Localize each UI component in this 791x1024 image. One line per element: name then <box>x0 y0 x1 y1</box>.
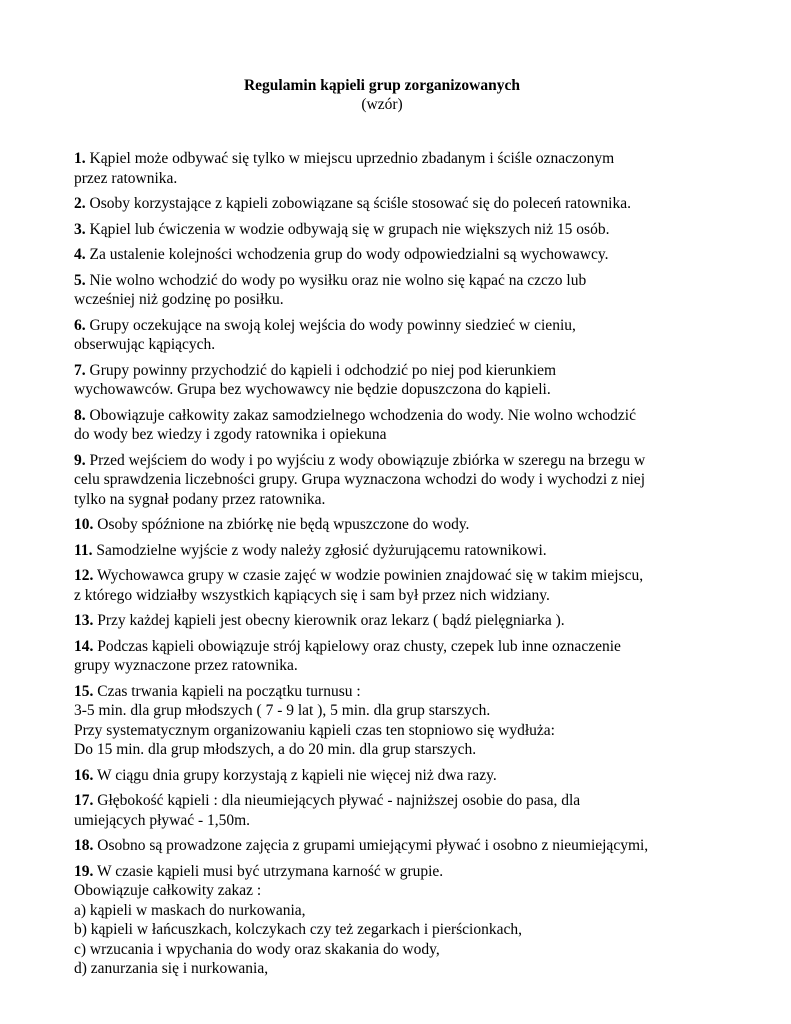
rule-text: Nie wolno wchodzić do wody po wysiłku oraz nie wolno się kąpać na czczo lub <box>89 271 587 289</box>
rule-item <box>74 406 714 445</box>
rule-number: 18. <box>74 837 94 854</box>
rule-line <box>74 406 714 426</box>
rule-item <box>74 836 714 856</box>
rule-line <box>74 766 714 786</box>
rule-line <box>74 811 714 831</box>
rule-line <box>74 721 714 741</box>
rule-number: 4. <box>74 246 86 263</box>
rule-text: Przed wejściem do wody i po wyjściu z wody obowiązuje zbiórka w szeregu na brzegu w <box>89 451 646 469</box>
rule-number: 16. <box>74 766 94 784</box>
rule-text: Osoby korzystające z kąpieli zobowiązane są ściśle stosować się do poleceń ratownika. <box>89 195 631 212</box>
rule-text: wychowawców. Grupa bez wychowawcy nie będzie dopuszczona do kąpieli. <box>74 381 551 398</box>
rule-line <box>74 566 714 586</box>
rule-line <box>74 920 714 940</box>
rule-text: c) wrzucania i wpychania do wody oraz skakania do wody, <box>74 940 440 958</box>
rule-text: Osoby spóźnione na zbiórkę nie będą wpuszczone do wody. <box>97 516 470 533</box>
rule-line <box>74 515 714 535</box>
rule-text: W czasie kąpieli musi być utrzymana karność w grupie. <box>96 862 444 880</box>
rule-text: Samodzielne wyjście z wody należy zgłosić dyżurującemu ratownikowi. <box>96 541 547 559</box>
rule-line <box>74 169 714 189</box>
rule-text: Przy systematycznym organizowaniu kąpieli czas ten stopniowo się wydłuża: <box>74 721 555 739</box>
rule-line <box>74 194 714 214</box>
rule-item <box>74 220 714 240</box>
rule-text: Osobno są prowadzone zajęcia z grupami umiejącymi pływać i osobno z nieumiejącymi, <box>97 837 649 854</box>
rule-line <box>74 862 714 882</box>
rule-line <box>74 682 714 702</box>
rule-line <box>74 149 714 169</box>
rule-text: umiejących pływać - 1,50m. <box>74 811 251 829</box>
rule-text: a) kąpieli w maskach do nurkowania, <box>74 901 306 919</box>
rule-text: z którego widziałby wszystkich kąpiących się i sam był przez nich widziany. <box>74 586 550 604</box>
rule-text: b) kąpieli w łańcuszkach, kolczykach czy też zegarkach i pierścionkach, <box>74 921 522 938</box>
rule-number: 12. <box>74 567 94 584</box>
rule-line <box>74 791 714 811</box>
rule-item <box>74 149 714 188</box>
rule-item <box>74 682 714 760</box>
rule-item <box>74 566 714 605</box>
rule-line <box>74 380 714 400</box>
rule-text: przez ratownika. <box>74 169 178 187</box>
rule-item <box>74 862 714 979</box>
rule-text: obserwując kąpiących. <box>74 336 216 353</box>
rule-text: do wody bez wiedzy i zgody ratownika i opiekuna <box>74 426 387 443</box>
rule-line <box>74 451 714 471</box>
rule-line <box>74 271 714 291</box>
rule-text: Głębokość kąpieli : dla nieumiejących pływać - najniższej osobie do pasa, dla <box>97 792 581 809</box>
document-subtitle: (wzór) <box>361 96 403 113</box>
rule-text: 3-5 min. dla grup młodszych ( 7 - 9 lat ), 5 min. dla grup starszych. <box>74 702 491 719</box>
rule-number: 13. <box>74 612 94 629</box>
rule-text: Grupy powinny przychodzić do kąpieli i odchodzić po niej pod kierunkiem <box>89 361 557 379</box>
rule-line <box>74 836 714 856</box>
rule-item <box>74 271 714 310</box>
rule-item <box>74 515 714 535</box>
rule-item <box>74 637 714 676</box>
rule-line <box>74 959 714 979</box>
rule-number: 9. <box>74 451 86 469</box>
rule-line <box>74 490 714 510</box>
rule-number: 3. <box>74 220 86 238</box>
rule-text: d) zanurzania się i nurkowania, <box>74 960 269 977</box>
rule-number: 17. <box>74 792 94 809</box>
rule-text: Grupy oczekujące na swoją kolej wejścia do wody powinny siedzieć w cieniu, <box>89 316 576 334</box>
rule-number: 11. <box>74 541 93 559</box>
rule-text: Obowiązuje całkowity zakaz : <box>74 882 262 899</box>
rule-number: 1. <box>74 150 86 167</box>
rule-text: Do 15 min. dla grup młodszych, a do 20 min. dla grup starszych. <box>74 741 477 758</box>
rule-item <box>74 611 714 631</box>
rules-list <box>74 149 714 985</box>
rule-text: Za ustalenie kolejności wchodzenia grup do wody odpowiedzialni są wychowawcy. <box>89 246 609 263</box>
rule-line <box>74 881 714 901</box>
rule-line <box>74 335 714 355</box>
rule-line <box>74 541 714 561</box>
rule-text: W ciągu dnia grupy korzystają z kąpieli nie więcej niż dwa razy. <box>96 766 497 784</box>
rule-text: grupy wyznaczone przez ratownika. <box>74 657 298 674</box>
rule-line <box>74 425 714 445</box>
rule-item <box>74 451 714 510</box>
rule-number: 15. <box>74 682 94 700</box>
rule-text: Obowiązuje całkowity zakaz samodzielnego wchodzenia do wody. Nie wolno wchodzić <box>89 406 636 424</box>
rule-number: 6. <box>74 316 86 334</box>
rule-item <box>74 316 714 355</box>
rule-line <box>74 361 714 381</box>
rule-line <box>74 940 714 960</box>
rule-text: Kąpiel lub ćwiczenia w wodzie odbywają się w grupach nie większych niż 15 osób. <box>89 220 610 238</box>
rule-item <box>74 766 714 786</box>
rule-item <box>74 541 714 561</box>
rule-text: Podczas kąpieli obowiązuje strój kąpielowy oraz chusty, czepek lub inne oznaczenie <box>97 637 621 655</box>
rule-text: tylko na sygnał podany przez ratownika. <box>74 490 326 508</box>
rule-line <box>74 701 714 721</box>
rule-item <box>74 245 714 265</box>
rule-line <box>74 611 714 631</box>
rule-item <box>74 791 714 830</box>
rule-line <box>74 470 714 490</box>
rule-line <box>74 740 714 760</box>
rule-line <box>74 901 714 921</box>
rule-item <box>74 361 714 400</box>
rule-line <box>74 316 714 336</box>
rule-number: 2. <box>74 195 86 212</box>
rule-text: celu sprawdzenia liczebności grupy. Grupa wyznaczona wchodzi do wody i wychodzi z niej <box>74 471 645 488</box>
rule-line <box>74 637 714 657</box>
rule-text: Przy każdej kąpieli jest obecny kierownik oraz lekarz ( bądź pielęgniarka ). <box>97 612 565 629</box>
rule-line <box>74 656 714 676</box>
rule-line <box>74 586 714 606</box>
rule-number: 7. <box>74 361 86 379</box>
rule-item <box>74 194 714 214</box>
rule-text: Czas trwania kąpieli na początku turnusu : <box>97 682 361 700</box>
rule-number: 5. <box>74 271 86 289</box>
rule-line <box>74 245 714 265</box>
rule-text: Kąpiel może odbywać się tylko w miejscu uprzednio zbadanym i ściśle oznaczonym <box>89 150 615 167</box>
rule-line <box>74 220 714 240</box>
document-title: Regulamin kąpieli grup zorganizowanych <box>243 77 520 94</box>
rule-line <box>74 290 714 310</box>
rule-number: 19. <box>74 862 94 880</box>
rule-number: 10. <box>74 516 94 533</box>
rule-text: wcześniej niż godzinę po posiłku. <box>74 291 284 308</box>
rule-number: 14. <box>74 637 94 655</box>
rule-text: Wychowawca grupy w czasie zajęć w wodzie powinien znajdować się w takim miejscu, <box>96 567 644 584</box>
rule-number: 8. <box>74 406 86 424</box>
